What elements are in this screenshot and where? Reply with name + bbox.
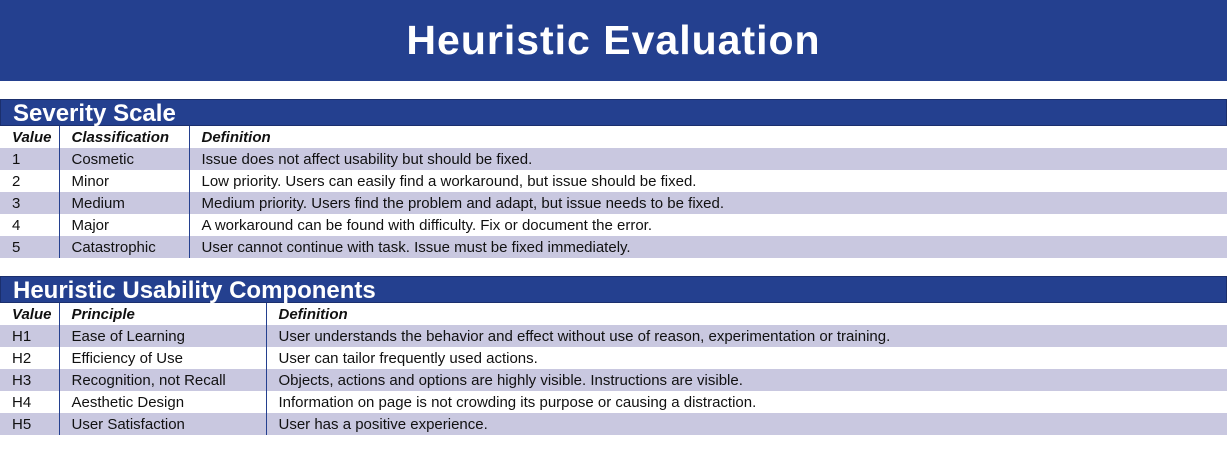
- page-title: Heuristic Evaluation: [406, 17, 821, 63]
- table-row: [0, 170, 1227, 192]
- cell-definition: User understands the behavior and effect without use of reason, experimentation or training.: [266, 325, 1227, 347]
- cell-value: 2: [0, 170, 59, 192]
- cell-value: H4: [0, 391, 59, 413]
- cell-value: 5: [0, 236, 59, 258]
- cell-principle: Efficiency of Use: [59, 347, 266, 369]
- table-row: [0, 192, 1227, 214]
- usability-components-table: [0, 303, 1227, 435]
- table-header-row: [0, 126, 1227, 148]
- usability-components-section: [0, 276, 1227, 435]
- cell-value: 1: [0, 148, 59, 170]
- cell-principle: Aesthetic Design: [59, 391, 266, 413]
- severity-scale-table: [0, 126, 1227, 258]
- table-row: [0, 236, 1227, 258]
- cell-definition: Medium priority. Users find the problem and adapt, but issue needs to be fixed.: [189, 192, 1227, 214]
- table-row: [0, 325, 1227, 347]
- table-row: [0, 347, 1227, 369]
- table-header-row: [0, 303, 1227, 325]
- table-row: [0, 148, 1227, 170]
- cell-value: 3: [0, 192, 59, 214]
- cell-value: 4: [0, 214, 59, 236]
- cell-classification: Major: [59, 214, 189, 236]
- cell-definition: User has a positive experience.: [266, 413, 1227, 435]
- cell-definition: Low priority. Users can easily find a workaround, but issue should be fixed.: [189, 170, 1227, 192]
- cell-classification: Minor: [59, 170, 189, 192]
- cell-principle: Recognition, not Recall: [59, 369, 266, 391]
- severity-scale-section: [0, 99, 1227, 258]
- column-header-value: Value: [0, 303, 59, 325]
- cell-definition: Objects, actions and options are highly visible. Instructions are visible.: [266, 369, 1227, 391]
- cell-classification: Medium: [59, 192, 189, 214]
- cell-definition: A workaround can be found with difficulty. Fix or document the error.: [189, 214, 1227, 236]
- table-row: [0, 391, 1227, 413]
- cell-value: H2: [0, 347, 59, 369]
- cell-classification: Cosmetic: [59, 148, 189, 170]
- cell-definition: Information on page is not crowding its purpose or causing a distraction.: [266, 391, 1227, 413]
- column-header-principle: Principle: [59, 303, 266, 325]
- table-row: [0, 413, 1227, 435]
- table-row: [0, 369, 1227, 391]
- usability-components-heading: Heuristic Usability Components: [0, 276, 1227, 303]
- cell-value: H3: [0, 369, 59, 391]
- cell-value: H1: [0, 325, 59, 347]
- column-header-classification: Classification: [59, 126, 189, 148]
- cell-definition: User cannot continue with task. Issue must be fixed immediately.: [189, 236, 1227, 258]
- column-header-definition: Definition: [266, 303, 1227, 325]
- cell-principle: Ease of Learning: [59, 325, 266, 347]
- table-row: [0, 214, 1227, 236]
- cell-definition: Issue does not affect usability but should be fixed.: [189, 148, 1227, 170]
- cell-classification: Catastrophic: [59, 236, 189, 258]
- column-header-value: Value: [0, 126, 59, 148]
- severity-scale-heading: Severity Scale: [0, 99, 1227, 126]
- title-banner: [0, 0, 1227, 81]
- column-header-definition: Definition: [189, 126, 1227, 148]
- cell-definition: User can tailor frequently used actions.: [266, 347, 1227, 369]
- cell-principle: User Satisfaction: [59, 413, 266, 435]
- cell-value: H5: [0, 413, 59, 435]
